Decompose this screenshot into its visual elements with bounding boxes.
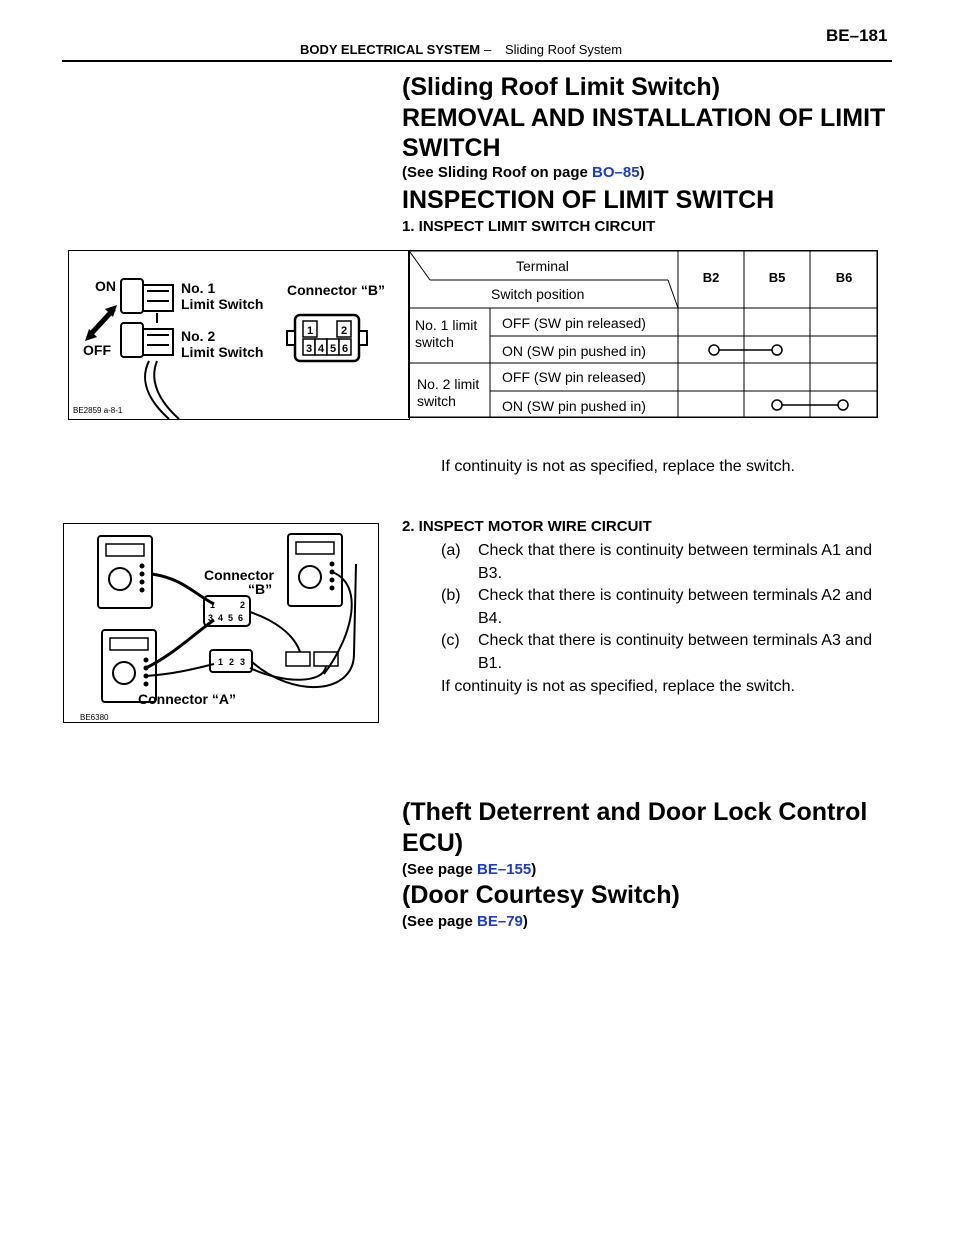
section-title-theft-deterrent-line2: ECU): [402, 829, 464, 857]
pin-label: 4: [218, 613, 224, 623]
group-name-line2: switch: [417, 393, 456, 409]
section-title-theft-deterrent-line1: (Theft Deterrent and Door Lock Control: [402, 798, 868, 826]
group-name-line1: No. 2 limit: [417, 376, 480, 392]
limit-switch-illustration: [69, 251, 409, 419]
page-number: BE–181: [826, 26, 888, 45]
group-name-line1: No. 1 limit: [415, 317, 478, 333]
header-rule: [62, 60, 892, 62]
pin-label: 6: [341, 343, 349, 355]
section-title-door-courtesy: (Door Courtesy Switch): [402, 881, 680, 909]
figure-code: BE2859 a-8-1: [73, 406, 123, 415]
step-1-heading: 1. INSPECT LIMIT SWITCH CIRCUIT: [402, 218, 656, 235]
note-replace-switch-2: If continuity is not as specified, replace the switch.: [441, 678, 795, 695]
row-no1-off: OFF (SW pin released): [502, 315, 646, 331]
pin-label: 2: [340, 325, 348, 337]
table-header-switch-position: Switch position: [491, 286, 585, 302]
pin-label: 3: [208, 613, 214, 623]
ref-suffix: ): [522, 913, 528, 930]
figure-motor-wire-circuit: [63, 523, 379, 723]
note-replace-switch-1: If continuity is not as specified, replace the switch.: [441, 458, 795, 475]
header-separator: –: [484, 42, 492, 57]
heading-inspection: INSPECTION OF LIMIT SWITCH: [402, 186, 775, 214]
column-header-b6: B6: [835, 270, 853, 285]
pin-label: 5: [228, 613, 234, 623]
ref-suffix: ): [639, 164, 645, 181]
continuity-table: [408, 250, 878, 418]
item-line1: Check that there is continuity between terminals A3 and: [478, 632, 872, 649]
item-line2: B3.: [478, 565, 503, 582]
label-no1-limit: Limit Switch: [181, 296, 264, 312]
label-off: OFF: [83, 342, 111, 358]
pin-label: 3: [240, 657, 246, 667]
ref-suffix: ): [531, 861, 537, 878]
item-line1: Check that there is continuity between terminals A2 and: [478, 587, 872, 604]
reference-be79: [402, 913, 528, 930]
item-label: (c): [441, 632, 460, 649]
header-topic: Sliding Roof System: [505, 42, 623, 57]
item-label: (b): [441, 587, 461, 604]
ohmmeter-icon: [288, 534, 342, 606]
ohmmeter-icon: [98, 536, 152, 608]
figure-limit-switch: [68, 250, 410, 420]
section-title-limit-switch: (Sliding Roof Limit Switch): [402, 73, 721, 101]
pin-label: 1: [218, 657, 224, 667]
label-on: ON: [95, 278, 116, 294]
item-line1: Check that there is continuity between terminals A1 and: [478, 542, 872, 559]
heading-removal-line2: SWITCH: [402, 134, 501, 162]
row-no2-on: ON (SW pin pushed in): [502, 398, 646, 414]
pin-label: 2: [240, 600, 246, 610]
group-name-line2: switch: [415, 334, 454, 350]
row-no1-on: ON (SW pin pushed in): [502, 343, 646, 359]
pin-label: 4: [317, 343, 325, 355]
reference-be155: [402, 861, 536, 878]
motor-wire-illustration: [64, 524, 378, 722]
column-header-b5: B5: [768, 270, 786, 285]
group-no1-switch: [415, 317, 477, 351]
group-no2-switch: [417, 376, 479, 410]
ref-link-be79[interactable]: BE–79: [477, 913, 523, 930]
label-no2-limit: Limit Switch: [181, 344, 264, 360]
column-header-b2: B2: [702, 270, 720, 285]
ref-link-be155[interactable]: BE–155: [477, 861, 532, 878]
step-2-heading: 2. INSPECT MOTOR WIRE CIRCUIT: [402, 518, 652, 535]
item-line2: B4.: [478, 610, 503, 627]
label-connector-b: Connector: [204, 567, 274, 583]
label-connector-a: Connector “A”: [138, 691, 236, 707]
figure-code: BE6380: [80, 713, 109, 722]
reference-sliding-roof: [402, 164, 645, 181]
table-header-terminal: Terminal: [516, 258, 569, 274]
ref-prefix: (See page: [402, 861, 478, 878]
ref-prefix: (See Sliding Roof on page: [402, 164, 593, 181]
pin-label: 6: [238, 613, 244, 623]
ref-prefix: (See page: [402, 913, 478, 930]
heading-removal-line1: REMOVAL AND INSTALLATION OF LIMIT: [402, 104, 886, 132]
pin-label: 2: [229, 657, 235, 667]
pin-label: 1: [306, 325, 314, 337]
ref-link-bo85[interactable]: BO–85: [592, 164, 640, 181]
label-connector-b: Connector “B”: [287, 282, 385, 298]
label-connector-b-quote: “B”: [248, 581, 273, 597]
item-label: (a): [441, 542, 461, 559]
label-no2: No. 2: [181, 328, 216, 344]
pin-label: 5: [329, 343, 337, 355]
continuity-mark-no1-on: [709, 345, 782, 355]
pin-label: 1: [210, 600, 216, 610]
item-line2: B1.: [478, 655, 503, 672]
pin-label: 3: [305, 343, 313, 355]
row-no2-off: OFF (SW pin released): [502, 369, 646, 385]
label-no1: No. 1: [181, 280, 216, 296]
header-section: BODY ELECTRICAL SYSTEM: [300, 42, 481, 57]
